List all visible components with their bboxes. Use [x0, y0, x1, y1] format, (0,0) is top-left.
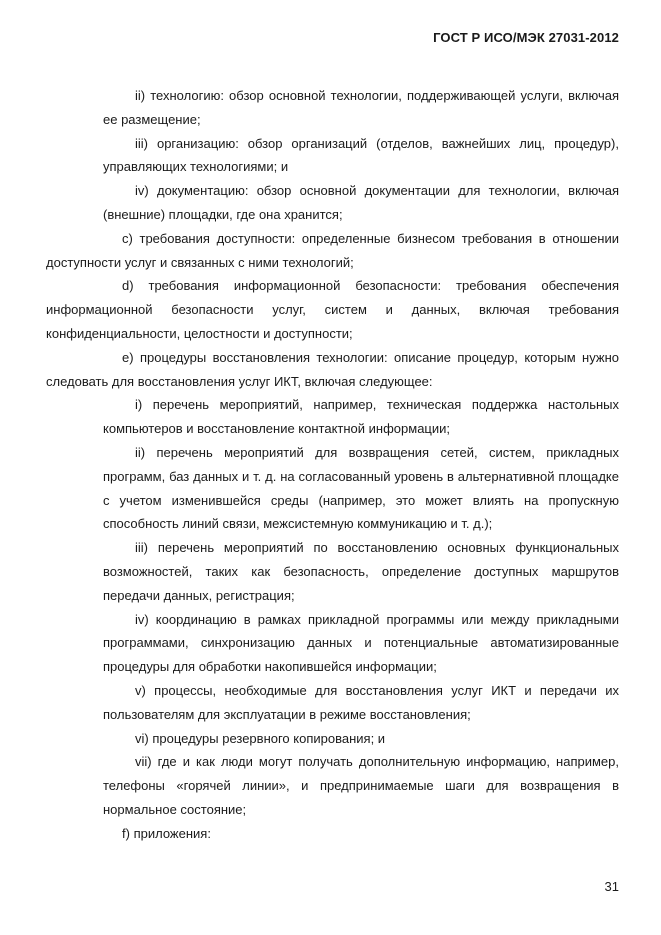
list-item-text: перечень мероприятий, например, техническая поддержка настольных компьютеров и восстановление контактной информации; — [103, 397, 619, 437]
list-marker: d) — [122, 278, 134, 294]
list-marker: e) — [122, 349, 134, 365]
list-item — [103, 393, 619, 441]
list-item-text: где и как люди могут получать дополнительную информацию, например, телефоны «горячей линии», и предпринимаемые шаги для возвращения в нормальное состояние; — [103, 754, 619, 817]
list-item — [46, 346, 619, 394]
list-item — [103, 441, 619, 536]
list-item — [103, 132, 619, 180]
list-item-text: перечень мероприятий для возвращения сетей, систем, прикладных программ, баз данных и т. д. на согласованный уровень в альтернативной площадке с учетом изменившейся среды (например, это может влиять на пропускную способность линий связи, межсистемную коммуникацию и т. д.); — [103, 444, 619, 532]
list-item — [103, 84, 619, 132]
list-marker: iii) — [135, 540, 148, 556]
document-body — [46, 84, 619, 846]
list-marker: v) — [135, 682, 146, 698]
list-item-text: организацию: обзор организаций (отделов, важнейших лиц, процедур), управляющих технологиями; и — [103, 135, 619, 175]
list-item — [103, 750, 619, 821]
list-marker: ii) — [135, 444, 146, 460]
list-item-text: документацию: обзор основной документации для технологии, включая (внешние) площадки, где она хранится; — [103, 183, 619, 222]
list-marker: i) — [135, 397, 143, 413]
list-item — [103, 608, 619, 679]
standard-header: ГОСТ Р ИСО/МЭК 27031-2012 — [433, 30, 619, 45]
list-marker: f) — [122, 825, 130, 841]
list-item-text: процессы, необходимые для восстановления услуг ИКТ и передачи их пользователям для эксплуатации в режиме восстановления; — [103, 682, 619, 722]
page-number: 31 — [604, 879, 619, 894]
list-marker: vi) — [135, 730, 149, 746]
list-marker: iv) — [135, 183, 149, 199]
list-item-text: процедуры резервного копирования; и — [152, 730, 386, 746]
list-marker: ii) — [135, 88, 146, 103]
list-item — [46, 822, 619, 846]
list-item — [46, 274, 619, 345]
list-marker: iv) — [135, 611, 149, 627]
list-item-text: перечень мероприятий по восстановлению основных функциональных возможностей, таких как безопасность, определение доступных маршрутов передачи данных, регистрация; — [103, 540, 619, 603]
list-item — [103, 679, 619, 727]
list-marker: iii) — [135, 135, 148, 151]
list-item-text: координацию в рамках прикладной программы или между прикладными программами, синхронизацию данных и потенциальные автоматизированные процедуры для обработки накопившейся информации; — [103, 611, 619, 675]
list-item — [103, 727, 619, 751]
list-item — [46, 227, 619, 275]
list-marker: vii) — [135, 754, 152, 770]
list-item-text: требования информационной безопасности: требования обеспечения информационной безопасности услуг, систем и данных, включая требования конфиденциальности, целостности и доступности; — [46, 278, 619, 341]
list-item — [103, 179, 619, 227]
list-item-text: требования доступности: определенные бизнесом требования в отношении доступности услуг и связанных с ними технологий; — [46, 230, 619, 270]
list-item-text: процедуры восстановления технологии: описание процедур, которым нужно следовать для восстановления услуг ИКТ, включая следующее: — [46, 349, 619, 389]
list-item-text: технологию: обзор основной технологии, поддерживающей услуги, включая ее размещение; — [103, 88, 619, 127]
list-item-text: приложения: — [133, 825, 211, 841]
list-marker: c) — [122, 230, 133, 246]
list-item — [103, 536, 619, 607]
